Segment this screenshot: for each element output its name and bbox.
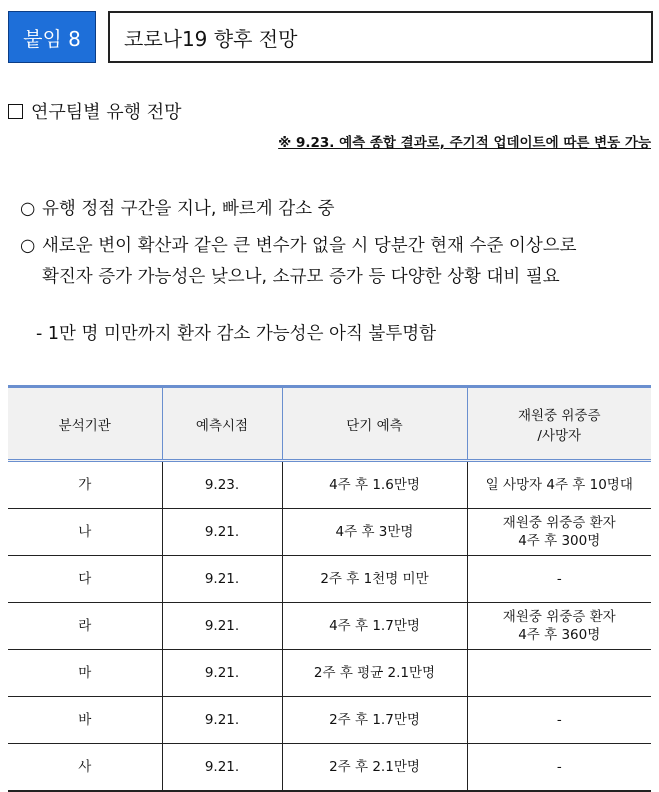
circle-bullet-icon: ○ <box>20 236 36 256</box>
table-row <box>8 461 651 509</box>
cell-date: 9.21. <box>162 509 282 556</box>
cell-org: 마 <box>8 650 162 697</box>
table-row <box>8 744 651 792</box>
checkbox-square-icon <box>8 104 23 119</box>
cell-severe <box>467 650 651 697</box>
cell-date: 9.21. <box>162 650 282 697</box>
cell-org: 나 <box>8 509 162 556</box>
cell-date: 9.23. <box>162 461 282 509</box>
cell-line: - <box>556 712 562 728</box>
bullet-item-2-continued <box>42 263 560 288</box>
table-row <box>8 697 651 744</box>
column-header-date: 예측시점 <box>162 387 282 461</box>
cell-date: 9.21. <box>162 603 282 650</box>
cell-severe <box>467 509 651 556</box>
header-line: /사망자 <box>537 427 582 444</box>
column-header-org: 분석기관 <box>8 387 162 461</box>
cell-short-term: 4주 후 3만명 <box>282 509 467 556</box>
cell-org: 사 <box>8 744 162 792</box>
cell-short-term: 4주 후 1.7만명 <box>282 603 467 650</box>
cell-short-term: 2주 후 평균 2.1만명 <box>282 650 467 697</box>
bullet-item-2 <box>20 232 577 257</box>
section-heading <box>8 98 182 124</box>
page-title: 코로나19 향후 전망 <box>108 11 653 63</box>
cell-org: 라 <box>8 603 162 650</box>
section-title: 연구팀별 유행 전망 <box>31 102 182 123</box>
cell-severe <box>467 556 651 603</box>
appendix-badge: 붙임 8 <box>8 11 96 63</box>
bullet-item-1 <box>20 195 335 220</box>
cell-line: 4주 후 300명 <box>518 533 601 549</box>
circle-bullet-icon: ○ <box>20 199 36 219</box>
cell-line: - <box>556 759 562 775</box>
header-line: 재원중 위중증 <box>517 407 601 424</box>
table-row <box>8 603 651 650</box>
cell-short-term: 2주 후 2.1만명 <box>282 744 467 792</box>
cell-org: 바 <box>8 697 162 744</box>
cell-date: 9.21. <box>162 744 282 792</box>
cell-date: 9.21. <box>162 556 282 603</box>
cell-line: 일 사망자 4주 후 10명대 <box>485 477 633 493</box>
bullet-text: 새로운 변이 확산과 같은 큰 변수가 없을 시 당분간 현재 수준 이상으로 <box>42 236 577 256</box>
cell-short-term: 2주 후 1.7만명 <box>282 697 467 744</box>
cell-line: 재원중 위중증 환자 <box>502 515 616 531</box>
cell-severe <box>467 603 651 650</box>
sub-note: - 1만 명 미만까지 환자 감소 가능성은 아직 불투명함 <box>36 324 437 344</box>
table-header-row <box>8 387 651 461</box>
column-header-short-term: 단기 예측 <box>282 387 467 461</box>
cell-short-term: 2주 후 1천명 미만 <box>282 556 467 603</box>
cell-line: - <box>556 571 562 587</box>
table-row <box>8 650 651 697</box>
cell-date: 9.21. <box>162 697 282 744</box>
forecast-note: ※ 9.23. 예측 종합 결과로, 주기적 업데이트에 따른 변동 가능 <box>278 135 651 151</box>
table-row <box>8 556 651 603</box>
cell-severe <box>467 697 651 744</box>
cell-severe <box>467 744 651 792</box>
cell-org: 가 <box>8 461 162 509</box>
bullet-text: 유행 정점 구간을 지나, 빠르게 감소 중 <box>42 199 335 219</box>
column-header-severe <box>467 387 651 461</box>
bullet-text: 확진자 증가 가능성은 낮으나, 소규모 증가 등 다양한 상황 대비 필요 <box>42 267 560 287</box>
cell-line: 4주 후 360명 <box>518 627 601 643</box>
cell-line: 재원중 위중증 환자 <box>502 609 616 625</box>
cell-org: 다 <box>8 556 162 603</box>
forecast-table <box>8 385 651 792</box>
cell-severe <box>467 461 651 509</box>
cell-short-term: 4주 후 1.6만명 <box>282 461 467 509</box>
table-row <box>8 509 651 556</box>
